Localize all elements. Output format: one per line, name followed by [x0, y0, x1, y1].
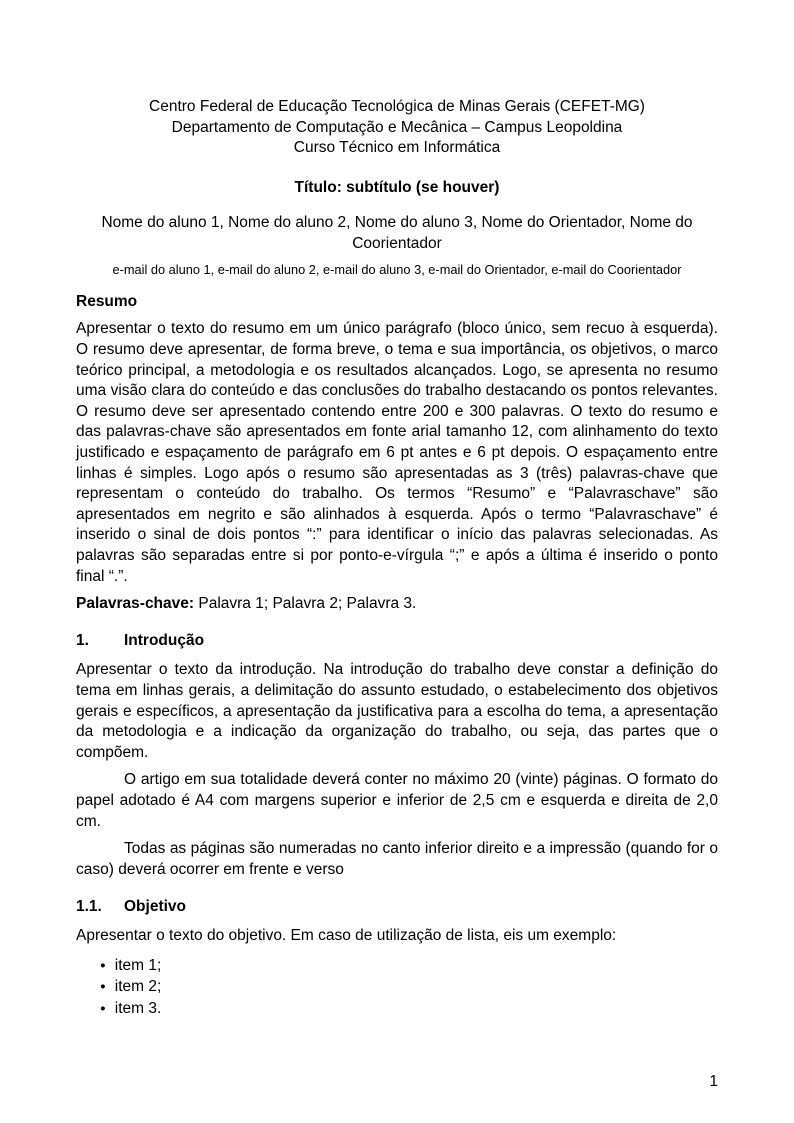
objetivo-paragraph-1: Apresentar o texto do objetivo. Em caso de utilização de lista, eis um exemplo: [76, 927, 617, 945]
section-title-objetivo: Objetivo [124, 897, 187, 915]
resumo-heading: Resumo [76, 292, 138, 310]
page-number: 1 [709, 1073, 718, 1091]
keywords-line [76, 594, 718, 615]
introducao-paragraph-1: Apresentar o texto da introdução. Na introdução do trabalho deve constar a definição do tema em linhas gerais, a delimitação do assunto estudado, o estabelecimento dos objetivos gerais e específicos, a apresentação da justificativa para a escolha do tema, a apresentação da metodologia e a indicação da organização do trabalho, ou seja, das partes que o compõem. [76, 661, 718, 761]
resumo-paragraph: Apresentar o texto do resumo em um único parágrafo (bloco único, sem recuo à esquerda). O resumo deve apresentar, de forma breve, o tema e sua importância, os objetivos, o marco teórico principal, a metodologia e os resultados alcançados. Logo, se apresenta no resumo uma visão clara do conteúdo e das conclusões do trabalho destacando os pontos relevantes. O resumo deve ser apresentado contendo entre 200 e 300 palavras. O texto do resumo e das palavras-chave são apresentados em fonte arial tamanho 12, com alinhamento do texto justificado e espaçamento de parágrafo em 6 pt antes e 6 pt depois. O espaçamento entre linhas é simples. Logo após o resumo são apresentadas as 3 (três) palavras-chave que representam o conteúdo do trabalho. Os termos “Resumo” e “Palavraschave” são apresentados em negrito e são alinhados à esquerda. Após o termo “Palavraschave” é inserido o sinal de dois pontos “:” para identificar o início das palavras selecionadas. As palavras são separadas entre si por ponto-e-vírgula “;” e após a última é inserido o ponto final “.”. [76, 320, 718, 585]
institution-line-3: Curso Técnico em Informática [293, 139, 501, 157]
section-number-objetivo: 1.1. [76, 897, 102, 915]
list-item: ● item 1; [100, 956, 718, 977]
section-heading-objetivo [76, 897, 718, 918]
paper-title: Título: subtítulo (se houver) [294, 178, 500, 196]
keywords-values: Palavra 1; Palavra 2; Palavra 3. [194, 595, 417, 613]
authors-line: Nome do aluno 1, Nome do aluno 2, Nome do aluno 3, Nome do Orientador, Nome do Coorientador [101, 214, 693, 253]
list-item: ● item 3. [100, 999, 718, 1020]
list-item: ● item 2; [100, 977, 718, 998]
introducao-paragraph-2: O artigo em sua totalidade deverá conter no máximo 20 (vinte) páginas. O formato do papel adotado é A4 com margens superior e inferior de 2,5 cm e esquerda e direita de 2,0 cm. [76, 771, 718, 830]
institution-line-2: Departamento de Computação e Mecânica – Campus Leopoldina [171, 118, 623, 136]
introducao-paragraph-3: Todas as páginas são numeradas no canto inferior direito e a impressão (quando for o caso) deverá ocorrer em frente e verso [76, 840, 718, 878]
objetivo-bullet-list [100, 956, 718, 1020]
section-title-introducao: Introdução [124, 631, 205, 649]
institution-line-1: Centro Federal de Educação Tecnológica de Minas Gerais (CEFET-MG) [149, 98, 645, 115]
section-heading-introducao [76, 631, 718, 652]
keywords-label: Palavras-chave: [76, 595, 195, 613]
emails-line: e-mail do aluno 1, e-mail do aluno 2, e-mail do aluno 3, e-mail do Orientador, e-mail do Coorientador [112, 261, 682, 277]
section-number-introducao: 1. [76, 631, 89, 649]
